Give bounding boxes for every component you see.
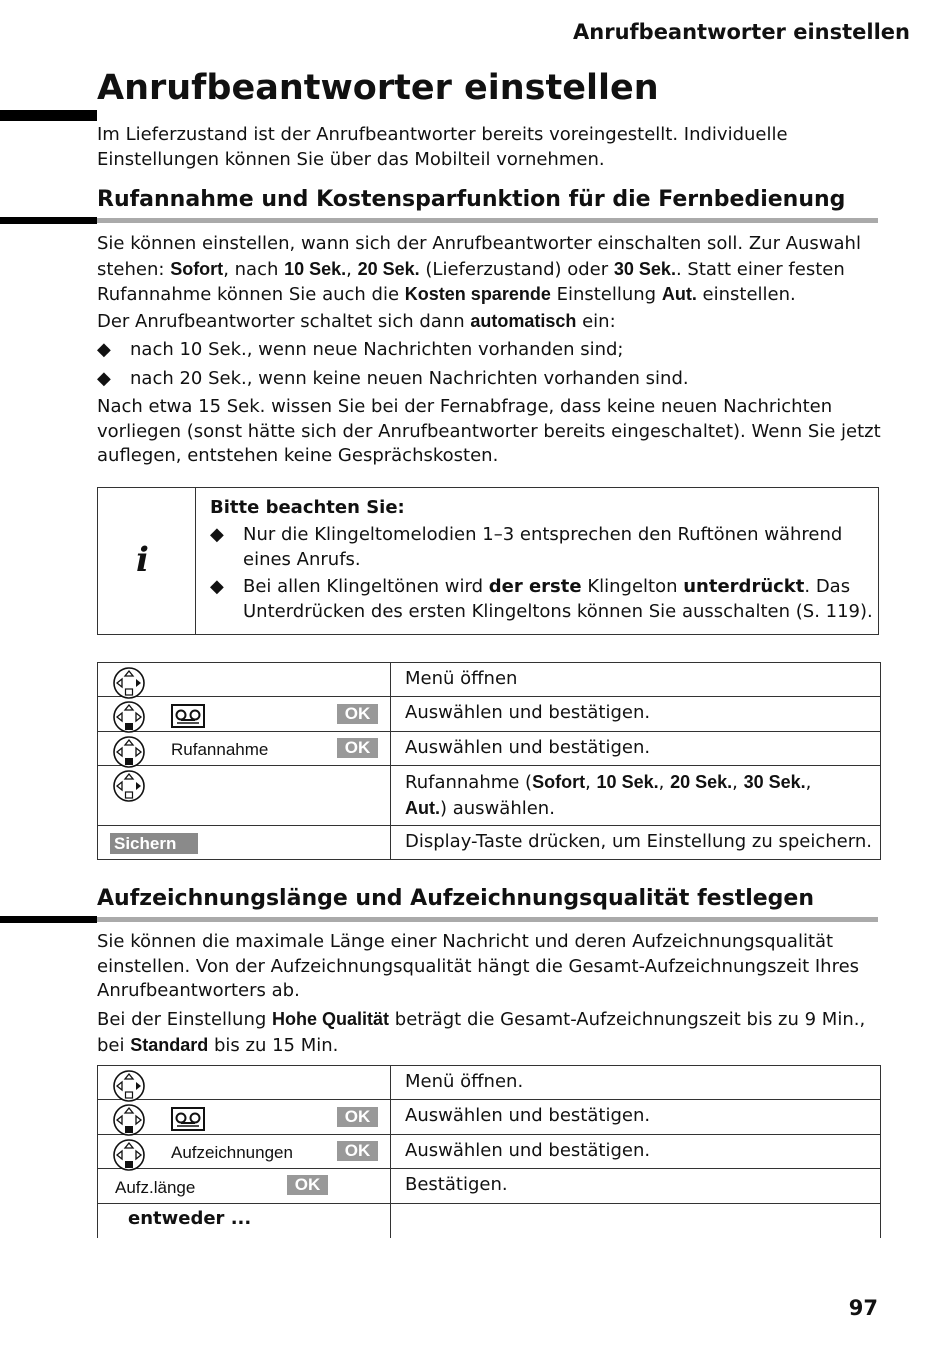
table-row: Menü öffnen. bbox=[98, 1066, 881, 1100]
answering-machine-icon bbox=[171, 1107, 205, 1131]
table-row: Rufannahme (Sofort, 10 Sek., 20 Sek., 30 Sek., Aut.) auswählen. bbox=[98, 766, 881, 826]
ok-key: OK bbox=[337, 738, 378, 758]
intro-paragraph: Im Lieferzustand ist der Anrufbeantworter bereits voreingestellt. Individuelle Einstellungen können Sie über das Mobilteil vornehmen. bbox=[97, 124, 788, 170]
table-row: OK Auswählen und bestätigen. bbox=[98, 697, 881, 732]
section2-paragraph-2: Bei der Einstellung Hohe Qualität beträgt die Gesamt-Aufzeichnungszeit bis zu 9 Min., bei Standard bis zu 15 Min. bbox=[97, 1009, 866, 1056]
section1-paragraph-1: Sie können einstellen, wann sich der Anrufbeantworter einschalten soll. Zur Auswahl stehen: Sofort, nach 10 Sek., 20 Sek. (Lieferzustand) oder 30 Sek.. Statt einer festen Rufannahme können Sie auch die Kosten sparende Einstellung Aut. einstellen. bbox=[97, 233, 861, 305]
table-row: Sichern Display-Taste drücken, um Einstellung zu speichern. bbox=[98, 826, 881, 860]
table-row: Menü öffnen bbox=[98, 663, 881, 697]
diamond-bullet-icon: ◆ bbox=[210, 524, 224, 545]
navigation-key-icon bbox=[112, 1103, 146, 1137]
steps-table-1 bbox=[97, 662, 881, 860]
section2-heading: Aufzeichnungslänge und Aufzeichnungsqualität festlegen bbox=[97, 886, 814, 911]
title-rule bbox=[0, 110, 97, 121]
diamond-bullet-icon: ◆ bbox=[97, 368, 111, 389]
ok-key: OK bbox=[337, 1107, 378, 1127]
navigation-key-up-down-icon bbox=[112, 769, 146, 803]
ok-key: OK bbox=[337, 704, 378, 724]
table-row: OK Auswählen und bestätigen. bbox=[98, 1100, 881, 1135]
ok-key: OK bbox=[287, 1175, 328, 1195]
menu-label: Aufz.länge bbox=[115, 1178, 196, 1197]
navigation-key-down-icon bbox=[112, 666, 146, 700]
section1-heading: Rufannahme und Kostensparfunktion für die Fernbedienung bbox=[97, 187, 846, 212]
page-title: Anrufbeantworter einstellen bbox=[97, 68, 659, 108]
note-box bbox=[97, 487, 879, 635]
table-row bbox=[98, 1204, 881, 1238]
section1-paragraph-3: Nach etwa 15 Sek. wissen Sie bei der Fernabfrage, dass keine neuen Nachrichten vorliegen (sonst hätte sich der Anrufbeantworter bereits eingeschaltet). Wenn Sie jetzt auflegen, entstehen keine Gesprächskosten. bbox=[97, 396, 881, 466]
section1-rule-grey bbox=[97, 218, 878, 223]
navigation-key-icon bbox=[112, 700, 146, 734]
diamond-bullet-icon: ◆ bbox=[210, 576, 224, 597]
note-bullet: ◆ Nur die Klingeltomelodien 1–3 entsprechen den Ruftönen während eines Anrufs. bbox=[210, 524, 843, 570]
either-label: entweder ... bbox=[128, 1208, 252, 1229]
diamond-bullet-icon: ◆ bbox=[97, 339, 111, 360]
section2-paragraph-1: Sie können die maximale Länge einer Nachricht und deren Aufzeichnungsqualität einstellen. Von der Aufzeichnungsqualität hängt die Gesamt-Aufzeichnungszeit Ihres Anrufbeantworters ab. bbox=[97, 931, 860, 1001]
steps-table-2 bbox=[97, 1065, 881, 1238]
navigation-key-icon bbox=[112, 735, 146, 769]
table-row: Aufzeichnungen OK Auswählen und bestätigen. bbox=[98, 1135, 881, 1169]
ok-key: OK bbox=[337, 1141, 378, 1161]
section1-paragraph-2: Der Anrufbeantworter schaltet sich dann automatisch ein: bbox=[97, 311, 616, 332]
section2-rule-black bbox=[0, 916, 97, 923]
page-number: 97 bbox=[848, 1296, 878, 1320]
menu-label: Rufannahme bbox=[171, 740, 269, 759]
section1-rule-black bbox=[0, 217, 97, 224]
running-head: Anrufbeantworter einstellen bbox=[573, 20, 910, 44]
table-row: Rufannahme OK Auswählen und bestätigen. bbox=[98, 732, 881, 766]
note-bullet: ◆ Bei allen Klingeltönen wird der erste Klingelton unterdrückt. Das Unterdrücken des ersten Klingeltons können Sie ausschalten (S. 119). bbox=[210, 576, 873, 622]
sichern-display-key: Sichern bbox=[110, 833, 198, 854]
answering-machine-icon bbox=[171, 704, 205, 728]
menu-label: Aufzeichnungen bbox=[171, 1143, 293, 1162]
navigation-key-icon bbox=[112, 1138, 146, 1172]
navigation-key-down-icon bbox=[112, 1069, 146, 1103]
info-icon: i bbox=[136, 540, 149, 580]
section2-rule-grey bbox=[97, 917, 878, 922]
note-title: Bitte beachten Sie: bbox=[210, 497, 405, 518]
table-row: Aufz.länge OK Bestätigen. bbox=[98, 1169, 881, 1204]
